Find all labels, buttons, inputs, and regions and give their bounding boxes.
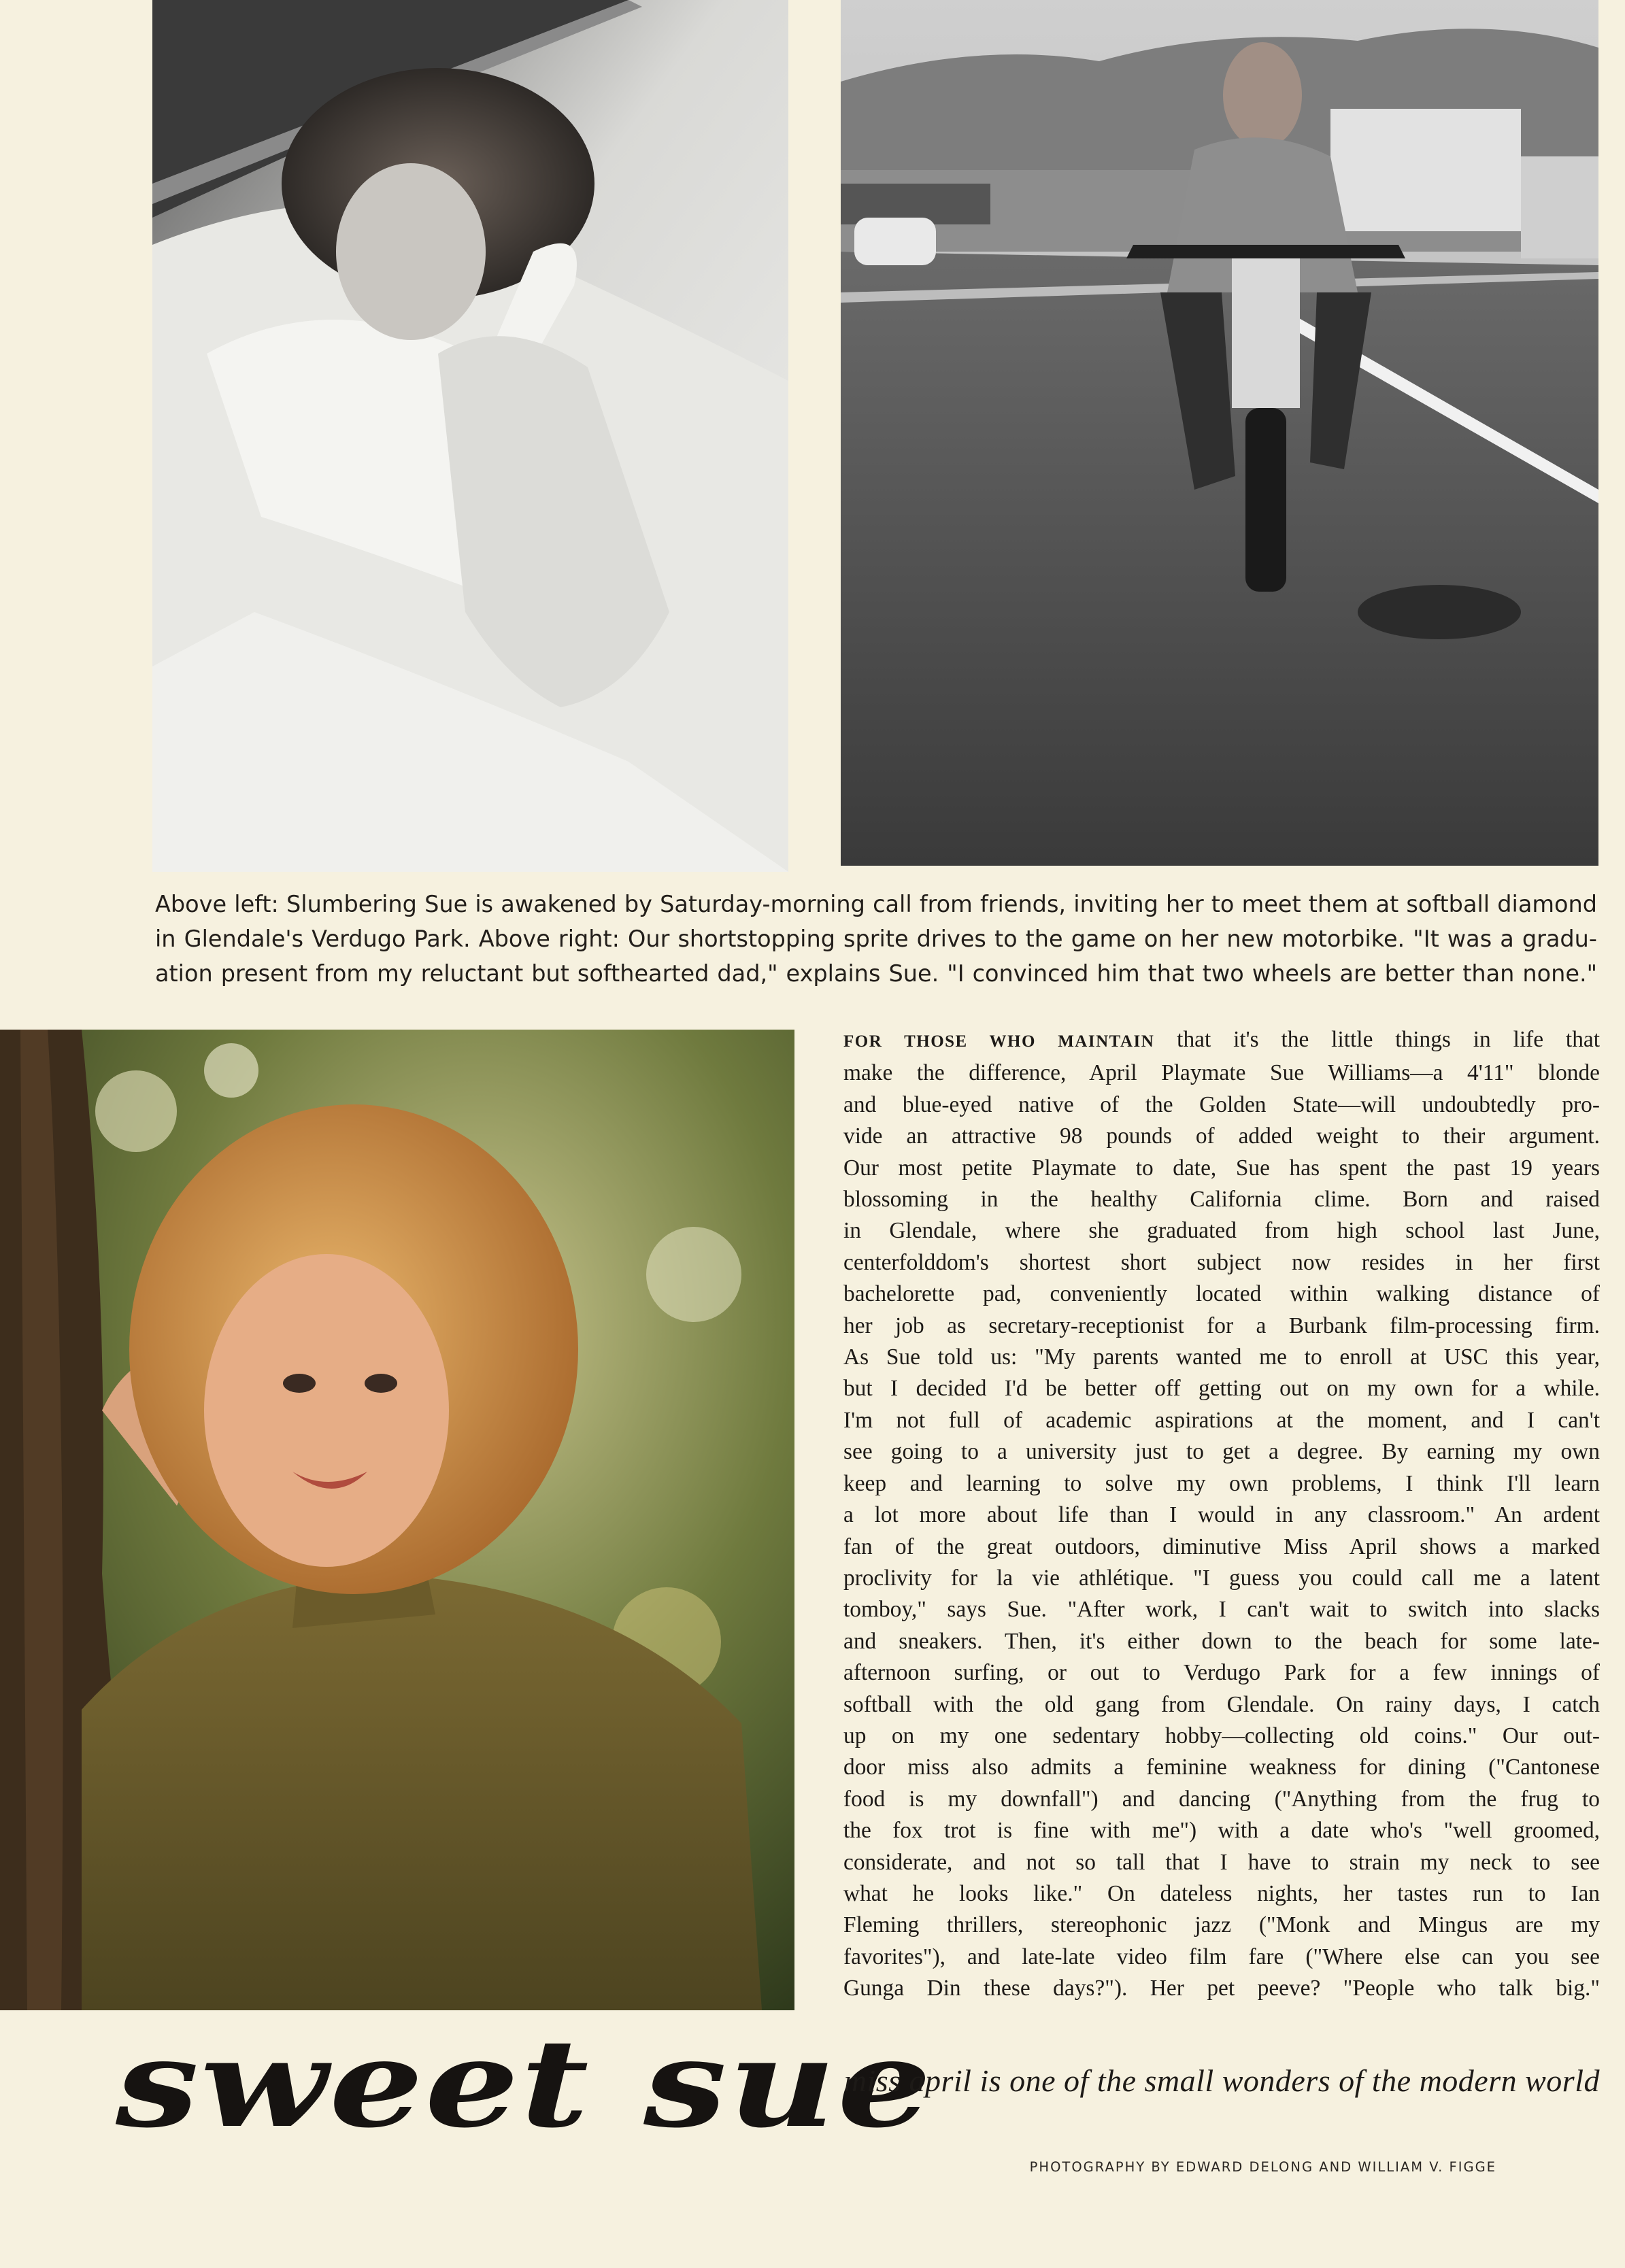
photo-credits: PHOTOGRAPHY BY EDWARD DELONG AND WILLIAM V. FIGGE <box>1029 2159 1496 2175</box>
photo-caption <box>155 887 1597 991</box>
article-line: As Sue told us: "My parents wanted me to enroll at USC this year, <box>843 1344 1600 1370</box>
article-line: what he looks like." On dateless nights, her tastes run to Ian <box>843 1880 1600 1906</box>
article-line: bachelorette pad, conveniently located within walking distance of <box>843 1281 1600 1307</box>
article-line: considerate, and not so tall that I have to strain my neck to see <box>843 1849 1600 1875</box>
caption-line: Above left: Slumbering Sue is awakened by Saturday-morning call from friends, inviting her to meet them at softball diamond <box>155 891 1597 917</box>
article-title: sweet sue <box>116 2012 933 2154</box>
article-line-first <box>843 1024 1600 1057</box>
article-line: food is my downfall") and dancing ("Anything from the frug to <box>843 1786 1600 1812</box>
article-line: her job as secretary-receptionist for a Burbank film-processing firm. <box>843 1313 1600 1338</box>
article-line: make the difference, April Playmate Sue Williams—a 4'11" blonde <box>843 1060 1600 1086</box>
article-line: vide an attractive 98 pounds of added weight to their argument. <box>843 1123 1600 1149</box>
article-line: and blue-eyed native of the Golden State—will undoubtedly pro- <box>843 1091 1600 1117</box>
caption-line: ation present from my reluctant but softhearted dad," explains Sue. "I convinced him that two wheels are better than none." <box>155 960 1597 987</box>
article-line: tomboy," says Sue. "After work, I can't wait to switch into slacks <box>843 1597 1600 1623</box>
article-line: see going to a university just to get a degree. By earning my own <box>843 1439 1600 1465</box>
article-line: but I decided I'd be better off getting out on my own for a while. <box>843 1376 1600 1402</box>
article-line: favorites"), and late-late video film fare ("Where else can you see <box>843 1944 1600 1969</box>
lead-in: FOR THOSE WHO MAINTAIN <box>843 1032 1155 1051</box>
article-line: door miss also admits a feminine weakness for dining ("Cantonese <box>843 1755 1600 1780</box>
first-line-rest: that it's the little things in life that <box>1177 1027 1600 1052</box>
article-line: Our most petite Playmate to date, Sue has spent the past 19 years <box>843 1155 1600 1181</box>
article-line: afternoon surfing, or out to Verdugo Park for a few innings of <box>843 1660 1600 1686</box>
article-line: blossoming in the healthy California clime. Born and raised <box>843 1187 1600 1213</box>
photo-sleeping-sue <box>152 0 788 872</box>
article-line: a lot more about life than I would in any classroom." An ardent <box>843 1502 1600 1528</box>
article-line: the fox trot is fine with me") with a date who's "well groomed, <box>843 1818 1600 1844</box>
article-line: Gunga Din these days?"). Her pet peeve? "People who talk big." <box>843 1976 1600 2001</box>
photo-portrait-sue <box>0 1030 794 2010</box>
article-line: and sneakers. Then, it's either down to the beach for some late- <box>843 1628 1600 1654</box>
article-line: softball with the old gang from Glendale. On rainy days, I catch <box>843 1691 1600 1717</box>
photo-motorbike <box>841 0 1598 866</box>
article-line: I'm not full of academic aspirations at the moment, and I can't <box>843 1407 1600 1433</box>
article-line: in Glendale, where she graduated from high school last June, <box>843 1218 1600 1244</box>
article-line: keep and learning to solve my own problems, I think I'll learn <box>843 1470 1600 1496</box>
article-line: up on my one sedentary hobby—collecting old coins." Our out- <box>843 1723 1600 1748</box>
article-line: centerfolddom's shortest short subject now resides in her first <box>843 1249 1600 1275</box>
article-line: proclivity for la vie athlétique. "I guess you could call me a latent <box>843 1565 1600 1591</box>
article-body <box>843 1024 1600 2005</box>
article-subtitle: miss april is one of the small wonders of the modern world <box>843 2063 1600 2098</box>
article-line: fan of the great outdoors, diminutive Miss April shows a marked <box>843 1534 1600 1559</box>
article-line: Fleming thrillers, stereophonic jazz ("Monk and Mingus are my <box>843 1912 1600 1938</box>
caption-line: in Glendale's Verdugo Park. Above right: Our shortstopping sprite drives to the game on her new motorbike. "It was a gradu- <box>155 926 1597 952</box>
